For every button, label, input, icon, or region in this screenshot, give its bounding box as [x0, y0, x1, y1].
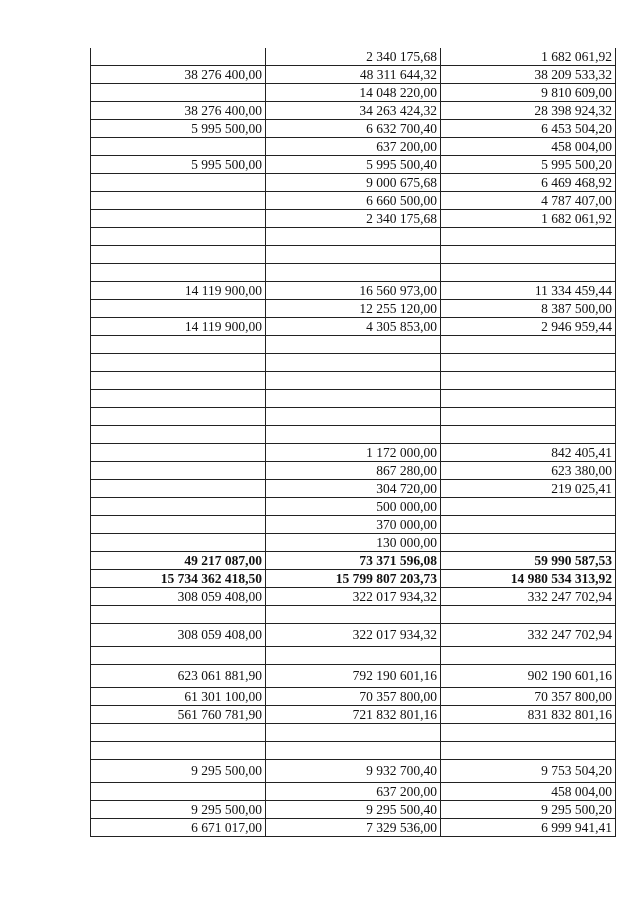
table-cell-col3: 458 004,00 — [441, 138, 616, 156]
table-cell-col3: 1 682 061,92 — [441, 210, 616, 228]
table-cell-col3: 6 453 504,20 — [441, 120, 616, 138]
table-cell-col3: 458 004,00 — [441, 783, 616, 801]
table-cell-col1 — [91, 462, 266, 480]
table-row — [91, 300, 616, 318]
table-cell-col3: 9 810 609,00 — [441, 84, 616, 102]
table-cell-col2 — [266, 606, 441, 624]
table-cell-col1: 6 671 017,00 — [91, 819, 266, 837]
table-cell-col3: 4 787 407,00 — [441, 192, 616, 210]
table-row — [91, 742, 616, 760]
table-cell-col2 — [266, 354, 441, 372]
table-cell-col3 — [441, 426, 616, 444]
table-row — [91, 228, 616, 246]
table-cell-col1 — [91, 48, 266, 66]
table-cell-col1: 308 059 408,00 — [91, 588, 266, 606]
table-row — [91, 534, 616, 552]
table-cell-col1 — [91, 354, 266, 372]
table-cell-col2: 322 017 934,32 — [266, 588, 441, 606]
table-row — [91, 408, 616, 426]
table-cell-col3 — [441, 647, 616, 665]
table-row — [91, 48, 616, 66]
table-cell-col1 — [91, 534, 266, 552]
table-cell-col2: 70 357 800,00 — [266, 688, 441, 706]
table-cell-col1 — [91, 372, 266, 390]
table-cell-col2: 304 720,00 — [266, 480, 441, 498]
table-cell-col1: 9 295 500,00 — [91, 760, 266, 783]
table-row — [91, 354, 616, 372]
table-row — [91, 264, 616, 282]
table-cell-col2: 34 263 424,32 — [266, 102, 441, 120]
table-row — [91, 210, 616, 228]
table-cell-col1 — [91, 174, 266, 192]
table-row — [91, 570, 616, 588]
table-cell-col2: 637 200,00 — [266, 138, 441, 156]
table-cell-col1: 38 276 400,00 — [91, 66, 266, 84]
table-cell-col3: 831 832 801,16 — [441, 706, 616, 724]
table-row — [91, 174, 616, 192]
table-cell-col1 — [91, 300, 266, 318]
table-cell-col3: 623 380,00 — [441, 462, 616, 480]
table-cell-col2: 2 340 175,68 — [266, 48, 441, 66]
table-cell-col2: 12 255 120,00 — [266, 300, 441, 318]
table-cell-col2: 9 932 700,40 — [266, 760, 441, 783]
table-cell-col2: 9 295 500,40 — [266, 801, 441, 819]
table-row — [91, 318, 616, 336]
table-cell-col1 — [91, 647, 266, 665]
table-row — [91, 282, 616, 300]
table-cell-col3 — [441, 742, 616, 760]
table-cell-col2 — [266, 264, 441, 282]
table-cell-col3 — [441, 372, 616, 390]
table-cell-col2: 792 190 601,16 — [266, 665, 441, 688]
table-cell-col3 — [441, 354, 616, 372]
table-cell-col1: 5 995 500,00 — [91, 120, 266, 138]
table-cell-col2: 73 371 596,08 — [266, 552, 441, 570]
table-row — [91, 706, 616, 724]
table-cell-col1 — [91, 516, 266, 534]
table-row — [91, 444, 616, 462]
table-cell-col1 — [91, 606, 266, 624]
table-cell-col3: 902 190 601,16 — [441, 665, 616, 688]
table-cell-col2: 14 048 220,00 — [266, 84, 441, 102]
table-cell-col2 — [266, 228, 441, 246]
table-cell-col1 — [91, 783, 266, 801]
table-cell-col3 — [441, 724, 616, 742]
table-cell-col2: 130 000,00 — [266, 534, 441, 552]
table-cell-col3: 14 980 534 313,92 — [441, 570, 616, 588]
table-cell-col2: 637 200,00 — [266, 783, 441, 801]
table-cell-col2: 6 632 700,40 — [266, 120, 441, 138]
table-cell-col2: 1 172 000,00 — [266, 444, 441, 462]
table-row — [91, 336, 616, 354]
table-cell-col1: 61 301 100,00 — [91, 688, 266, 706]
table-cell-col3 — [441, 498, 616, 516]
table-cell-col3: 11 334 459,44 — [441, 282, 616, 300]
table-cell-col2 — [266, 336, 441, 354]
table-cell-col1: 308 059 408,00 — [91, 624, 266, 647]
table-cell-col3: 70 357 800,00 — [441, 688, 616, 706]
table-cell-col1 — [91, 84, 266, 102]
table-cell-col1 — [91, 336, 266, 354]
table-row — [91, 552, 616, 570]
table-cell-col2: 7 329 536,00 — [266, 819, 441, 837]
table-cell-col3: 1 682 061,92 — [441, 48, 616, 66]
table-cell-col1: 14 119 900,00 — [91, 282, 266, 300]
table-cell-col2 — [266, 408, 441, 426]
table-cell-col3: 842 405,41 — [441, 444, 616, 462]
table-cell-col3: 8 387 500,00 — [441, 300, 616, 318]
table-cell-col2: 48 311 644,32 — [266, 66, 441, 84]
table-cell-col2: 15 799 807 203,73 — [266, 570, 441, 588]
table-row — [91, 819, 616, 837]
table-row — [91, 606, 616, 624]
table-cell-col3: 219 025,41 — [441, 480, 616, 498]
table-row — [91, 480, 616, 498]
table-cell-col3 — [441, 534, 616, 552]
table-cell-col2 — [266, 647, 441, 665]
table-row — [91, 760, 616, 783]
table-cell-col3 — [441, 264, 616, 282]
table-row — [91, 647, 616, 665]
table-cell-col2: 9 000 675,68 — [266, 174, 441, 192]
table-cell-col3: 9 753 504,20 — [441, 760, 616, 783]
table-cell-col2: 500 000,00 — [266, 498, 441, 516]
table-cell-col1 — [91, 408, 266, 426]
table-cell-col2 — [266, 372, 441, 390]
table-row — [91, 498, 616, 516]
table-cell-col1 — [91, 444, 266, 462]
table-cell-col1 — [91, 228, 266, 246]
table-cell-col2 — [266, 390, 441, 408]
budget-table — [90, 48, 616, 837]
table-cell-col3 — [441, 408, 616, 426]
table-cell-col3: 6 469 468,92 — [441, 174, 616, 192]
table-cell-col1: 14 119 900,00 — [91, 318, 266, 336]
table-cell-col1: 561 760 781,90 — [91, 706, 266, 724]
table-cell-col3 — [441, 516, 616, 534]
table-cell-col1 — [91, 138, 266, 156]
table-cell-col3: 6 999 941,41 — [441, 819, 616, 837]
table-cell-col2: 6 660 500,00 — [266, 192, 441, 210]
table-row — [91, 665, 616, 688]
table-row — [91, 624, 616, 647]
table-cell-col1: 9 295 500,00 — [91, 801, 266, 819]
table-cell-col1: 38 276 400,00 — [91, 102, 266, 120]
table-cell-col3: 59 990 587,53 — [441, 552, 616, 570]
table-row — [91, 84, 616, 102]
table-cell-col3: 2 946 959,44 — [441, 318, 616, 336]
table-cell-col1: 15 734 362 418,50 — [91, 570, 266, 588]
table-cell-col1 — [91, 742, 266, 760]
table-cell-col1 — [91, 246, 266, 264]
table-cell-col1 — [91, 426, 266, 444]
table-row — [91, 426, 616, 444]
table-cell-col2 — [266, 742, 441, 760]
table-cell-col2 — [266, 724, 441, 742]
table-cell-col3: 5 995 500,20 — [441, 156, 616, 174]
table-row — [91, 688, 616, 706]
table-row — [91, 138, 616, 156]
table-cell-col2 — [266, 246, 441, 264]
table-cell-col1 — [91, 264, 266, 282]
table-row — [91, 783, 616, 801]
table-row — [91, 516, 616, 534]
table-cell-col2: 16 560 973,00 — [266, 282, 441, 300]
table-cell-col2: 867 280,00 — [266, 462, 441, 480]
table-cell-col2: 5 995 500,40 — [266, 156, 441, 174]
table-cell-col3 — [441, 228, 616, 246]
table-cell-col1: 623 061 881,90 — [91, 665, 266, 688]
table-cell-col1: 5 995 500,00 — [91, 156, 266, 174]
table-cell-col3: 28 398 924,32 — [441, 102, 616, 120]
table-cell-col1 — [91, 724, 266, 742]
table-cell-col1: 49 217 087,00 — [91, 552, 266, 570]
table-cell-col3: 332 247 702,94 — [441, 624, 616, 647]
table-row — [91, 192, 616, 210]
table-cell-col1 — [91, 390, 266, 408]
table-cell-col3: 38 209 533,32 — [441, 66, 616, 84]
table-cell-col2: 4 305 853,00 — [266, 318, 441, 336]
table-row — [91, 66, 616, 84]
table-cell-col3 — [441, 390, 616, 408]
table-cell-col3: 332 247 702,94 — [441, 588, 616, 606]
table-cell-col2: 322 017 934,32 — [266, 624, 441, 647]
table-row — [91, 724, 616, 742]
table-cell-col3 — [441, 606, 616, 624]
table-row — [91, 246, 616, 264]
table-cell-col2: 721 832 801,16 — [266, 706, 441, 724]
table-cell-col2 — [266, 426, 441, 444]
table-row — [91, 462, 616, 480]
table-row — [91, 102, 616, 120]
table-cell-col2: 2 340 175,68 — [266, 210, 441, 228]
table-cell-col2: 370 000,00 — [266, 516, 441, 534]
table-cell-col3 — [441, 336, 616, 354]
table-cell-col3 — [441, 246, 616, 264]
table-row — [91, 120, 616, 138]
table-row — [91, 156, 616, 174]
table-cell-col1 — [91, 498, 266, 516]
table-row — [91, 372, 616, 390]
table-cell-col1 — [91, 210, 266, 228]
table-cell-col3: 9 295 500,20 — [441, 801, 616, 819]
budget-table-body — [91, 48, 616, 837]
table-row — [91, 588, 616, 606]
table-cell-col1 — [91, 480, 266, 498]
table-cell-col1 — [91, 192, 266, 210]
table-row — [91, 801, 616, 819]
table-row — [91, 390, 616, 408]
